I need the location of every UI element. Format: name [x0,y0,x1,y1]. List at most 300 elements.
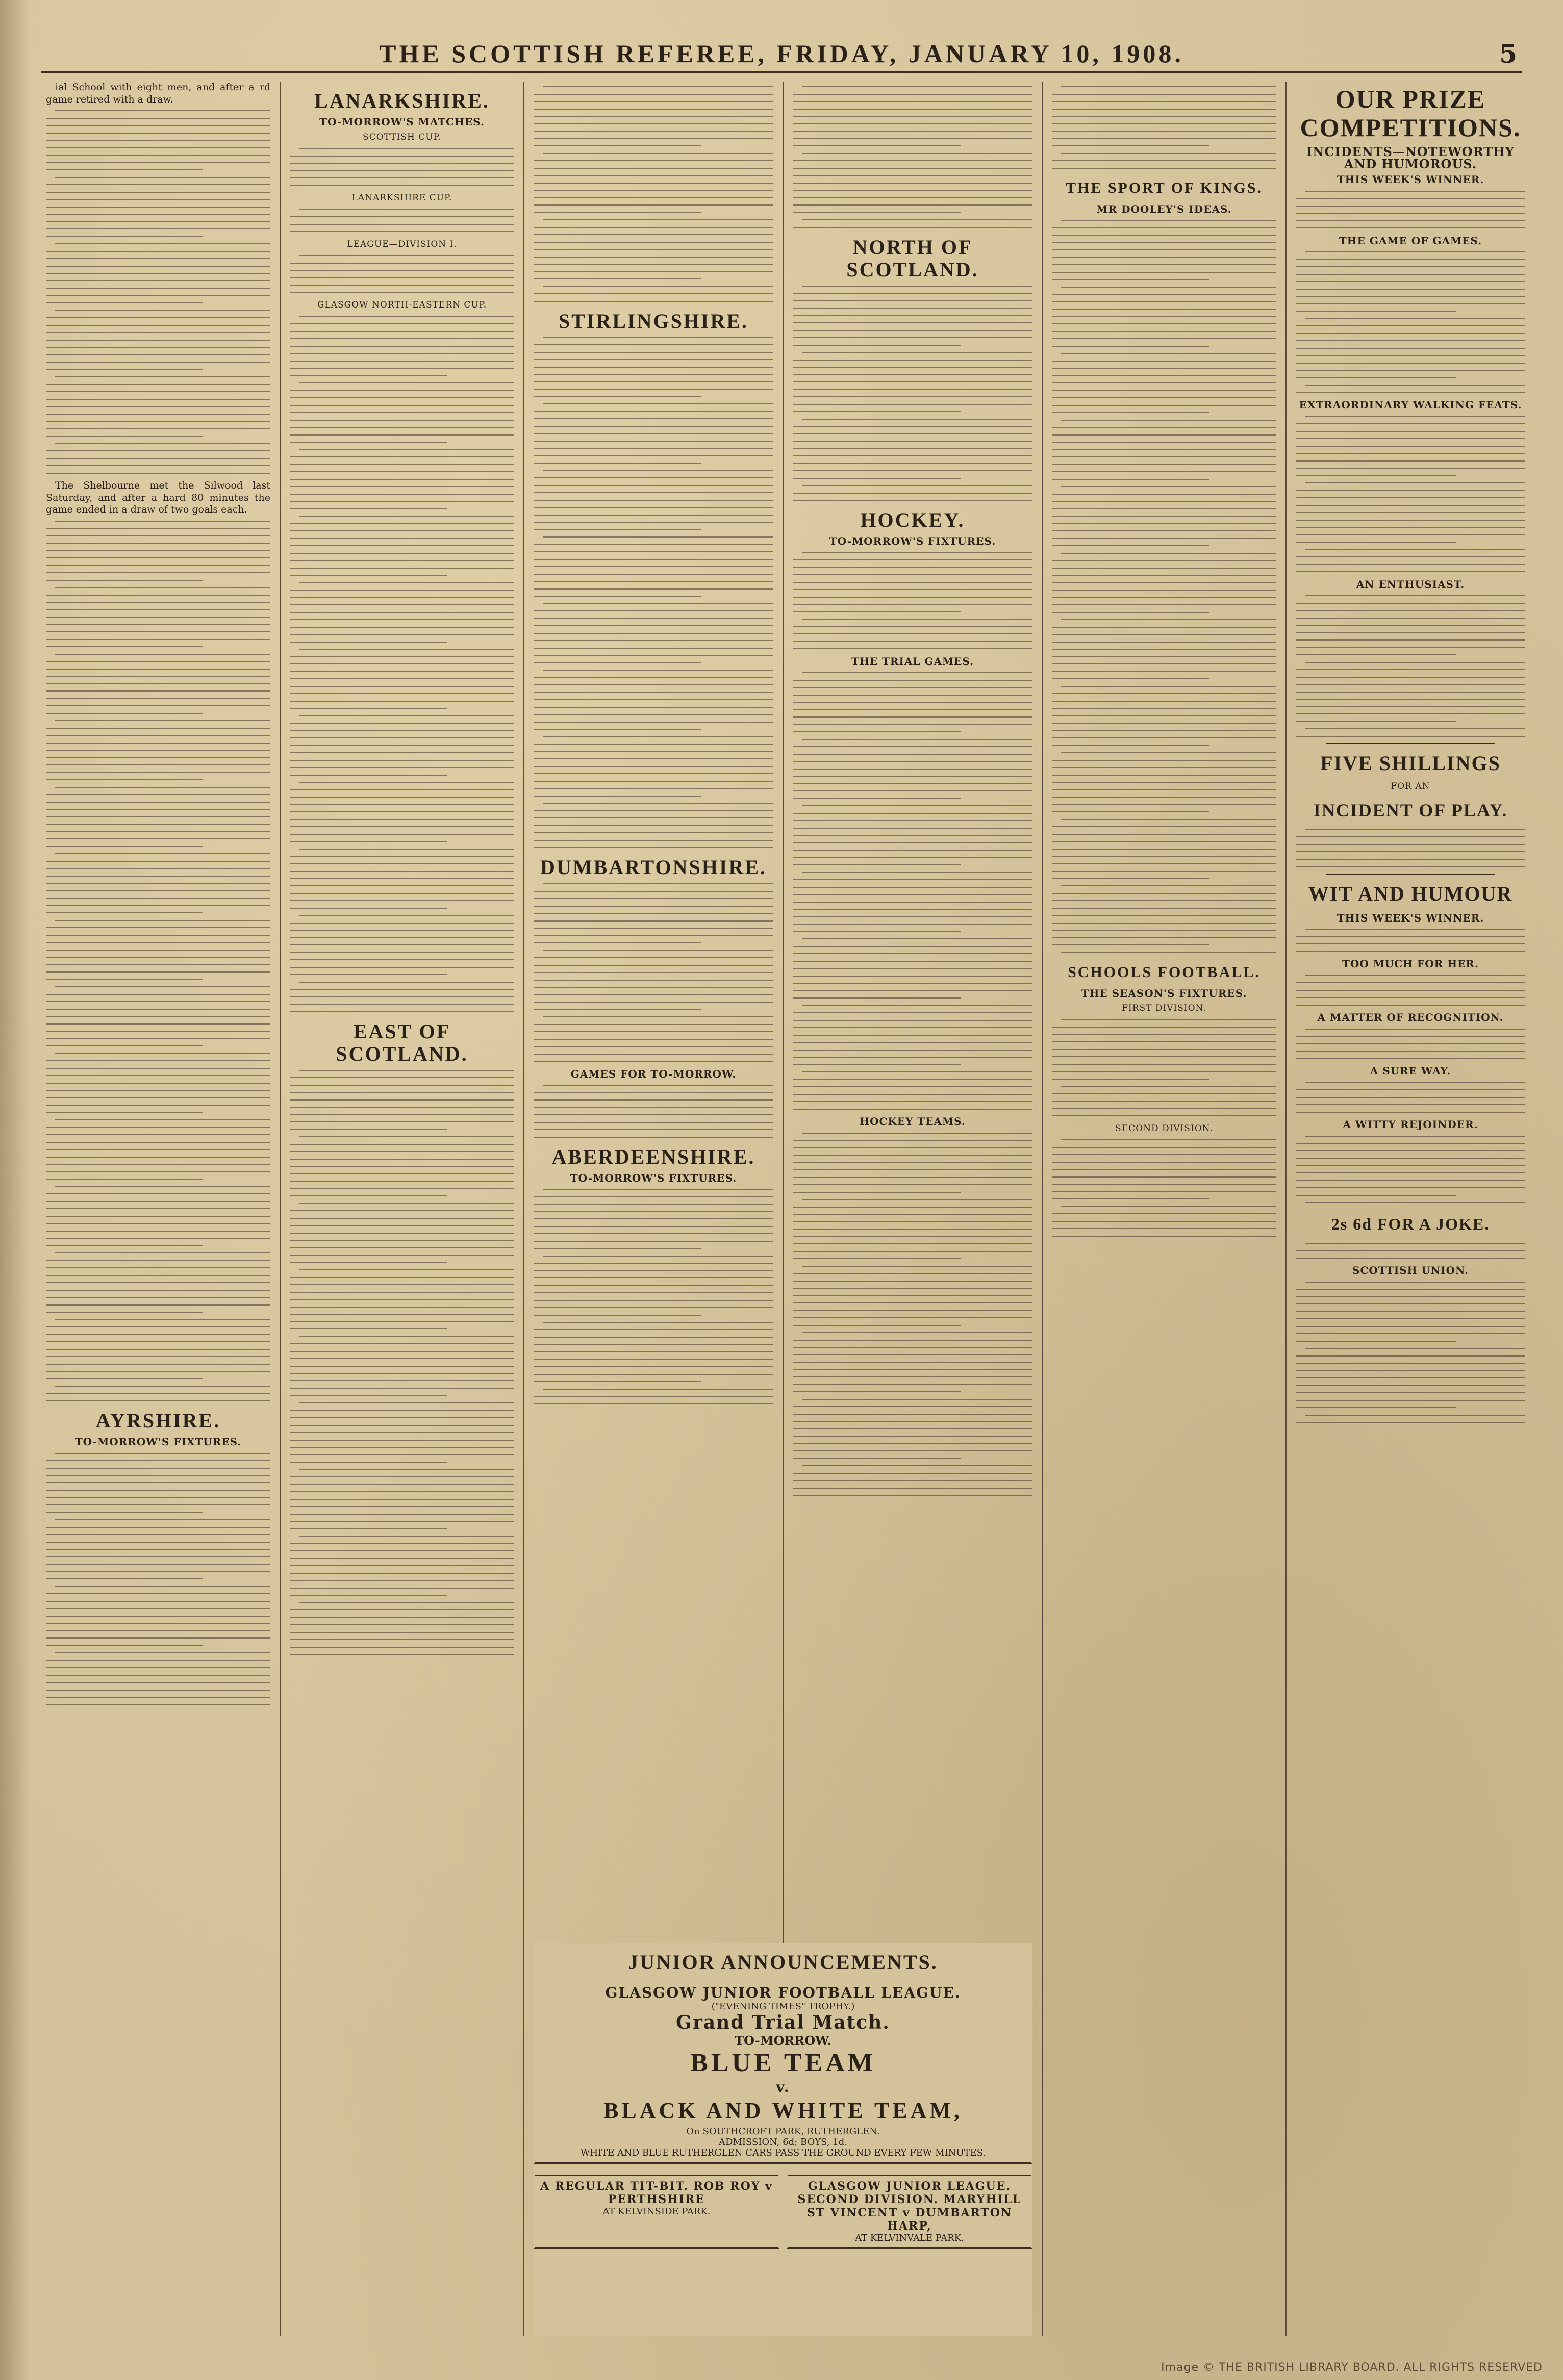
text-line [290,479,514,480]
wit-humour-heading: WIT AND HUMOUR [1308,882,1513,905]
text-line [290,871,514,872]
text-line [1052,116,1276,117]
text-line [543,1256,773,1257]
text-line [1052,760,1276,761]
text-line [46,228,270,229]
text-line [1296,859,1525,860]
dumbartonshire-heading: DUMBARTONSHIRE. [540,856,767,879]
text-line [1052,109,1276,110]
text-line [543,670,773,671]
text-line [46,362,270,363]
text-line [290,693,514,694]
text-line [290,730,514,731]
column-3-fixtures-a [534,1085,773,1138]
text-line [46,994,270,995]
text-line [290,804,514,805]
text-line [793,411,961,412]
text-line [1052,456,1276,457]
text-line [1061,1019,1276,1020]
text-line [793,702,1032,703]
text-line [299,449,514,450]
text-line [1052,811,1209,812]
text-line [1052,878,1209,879]
text-line [534,183,773,184]
text-line [290,530,514,531]
text-line [290,1484,514,1485]
text-line [46,1704,270,1705]
text-line [290,944,514,945]
column-6-text-block-b [1296,251,1525,393]
text-line [290,1284,514,1285]
text-line [1296,639,1525,641]
text-line [290,1624,514,1625]
text-line [46,528,270,529]
text-line [1296,936,1525,937]
east-of-scotland-heading: EAST OF SCOTLAND. [336,1019,468,1065]
text-line [46,1282,270,1283]
text-line [46,1623,270,1624]
text-line [1052,1228,1276,1229]
text-line [1305,1415,1525,1416]
text-line [1052,294,1276,295]
text-line [290,1173,514,1174]
text-line [793,798,961,799]
text-line [534,913,773,914]
text-line [290,456,514,457]
text-line [290,1004,514,1005]
text-line [534,374,773,375]
text-line [793,1192,961,1193]
text-line [290,1114,514,1115]
text-line [55,177,270,178]
text-line [1052,368,1276,369]
text-line [1052,227,1276,228]
text-line [534,389,773,390]
text-line [46,831,270,832]
text-line [290,811,514,812]
text-line [802,219,1032,220]
text-line [290,1647,514,1648]
text-line [793,1317,1032,1318]
text-line [534,160,773,161]
text-line [1305,829,1525,830]
text-line [534,441,773,442]
text-line [1052,1221,1276,1222]
text-line [1305,318,1525,319]
text-line [534,1122,773,1123]
text-line [46,1556,270,1557]
text-line [793,687,1032,688]
text-line [290,1491,514,1492]
text-line [1296,632,1525,633]
text-line [534,212,701,213]
text-line [1061,1086,1276,1087]
text-line [46,602,270,603]
text-line [534,123,773,124]
text-line [290,900,514,901]
league-name: GLASGOW JUNIOR FOOTBALL LEAGUE. [605,1984,961,2001]
text-line [793,1354,1032,1355]
text-line [793,1162,1032,1163]
text-line [1296,1318,1525,1319]
scottish-cup-label: SCOTTISH CUP. [363,132,441,142]
text-line [1052,1154,1276,1155]
text-line [1052,1079,1209,1080]
text-line [55,1386,270,1387]
text-line [1052,849,1276,850]
text-line [55,243,270,244]
text-line [46,1009,270,1010]
text-line [534,197,773,198]
text-line [1052,1191,1276,1192]
text-line [299,316,514,317]
text-line [1296,527,1525,528]
text-line [543,286,773,287]
column-6 [1296,82,1525,2336]
text-line [1052,523,1276,524]
text-line [46,1275,270,1276]
prize-competitions-heading: OUR PRIZE COMPETITIONS. [1300,85,1521,142]
text-line [793,716,1032,718]
text-line [290,434,514,436]
column-4-fixtures [793,552,1032,650]
text-line [46,1468,270,1469]
text-line [1061,420,1276,421]
text-line [1052,701,1276,702]
column-5 [1052,82,1276,2336]
text-line [793,345,961,346]
text-line [299,1536,514,1537]
text-line [1296,423,1525,424]
column-6-text-block-k [1296,1243,1525,1259]
text-line [1052,471,1276,472]
text-line [1296,564,1525,565]
column-2-fixtures-b [290,209,514,233]
text-line [46,957,270,958]
text-line [534,891,773,892]
text-line [46,125,270,126]
text-line [1296,446,1525,447]
text-line [290,1085,514,1086]
text-line [534,781,773,782]
text-line [1052,627,1276,628]
text-line [55,1453,270,1454]
text-line [534,1351,773,1352]
text-line [290,656,514,657]
text-line [1052,915,1276,916]
aberdeenshire-heading: ABERDEENSHIRE. [551,1145,755,1168]
text-line [1052,1041,1276,1042]
text-line [1052,937,1276,938]
column-6-text-block-j [1296,1136,1525,1204]
column-6-text-block-f [1296,929,1525,952]
text-line [299,1136,514,1137]
text-line [1296,556,1525,557]
text-line [290,285,514,286]
text-line [793,138,1032,139]
text-line [46,340,270,341]
incident-of-play-heading: INCIDENT OF PLAY. [1313,800,1508,821]
text-line [534,301,773,302]
text-line [1296,1150,1525,1151]
text-line [793,946,1032,947]
text-line [793,1079,1032,1080]
text-line [46,1400,270,1401]
text-line [793,924,1032,925]
text-line [46,728,270,729]
text-line [46,1297,270,1298]
weekly-winner-label: THIS WEEK'S WINNER. [1337,173,1484,186]
text-line [1052,1071,1276,1072]
text-line [1052,434,1276,436]
text-line [46,1660,270,1661]
text-line [534,1396,773,1397]
text-line [534,1211,773,1212]
text-line [290,397,514,398]
text-line [1052,427,1276,428]
text-line [46,273,270,274]
text-line [793,1421,1032,1422]
text-line [793,227,1032,228]
text-line [1296,325,1525,326]
text-line [534,898,773,899]
text-line [802,286,1032,287]
text-line [534,1277,773,1278]
text-line [46,794,270,795]
text-line [534,455,773,456]
text-line [290,420,514,421]
text-line [1305,1243,1525,1244]
text-line [290,1121,514,1122]
text-line [534,515,773,516]
aberdeenshire-subheading: TO-MORROW'S FIXTURES. [570,1171,737,1184]
bottom-ads [534,2169,1032,2254]
second-division-label: SECOND DIVISION. [1115,1123,1213,1134]
text-line [1061,952,1276,953]
text-line [290,1432,514,1433]
text-line [290,671,514,672]
column-6-text-block-g [1296,975,1525,1006]
text-line [1052,1056,1276,1057]
text-line [534,625,773,626]
column-4-text-block-c [793,672,1032,1110]
text-line [793,1288,1032,1289]
text-line [46,661,270,662]
text-line [534,980,773,981]
text-line [46,942,270,943]
text-line [1052,597,1276,598]
rob-roy-text: A REGULAR TIT-BIT. ROB ROY v PERTHSHIRE [540,2180,773,2206]
text-line [1052,1027,1276,1028]
text-line [793,641,1032,642]
text-line [46,1149,270,1150]
text-line [46,1682,270,1683]
text-line [290,170,514,171]
text-line [534,1137,773,1138]
text-line [46,302,203,303]
text-line [793,574,1032,575]
text-line [793,300,1032,301]
text-line [534,920,773,922]
text-line [793,1428,1032,1429]
text-line [793,1391,961,1392]
text-line [290,568,514,569]
text-line [1052,604,1276,605]
text-line [290,1099,514,1101]
text-line [1296,982,1525,983]
text-line [46,580,203,581]
text-line [543,950,773,951]
column-rule-5 [1285,82,1287,2336]
text-line [1052,1093,1276,1094]
season-fixtures-subheading: THE SEASON'S FIXTURES. [1081,987,1247,1000]
text-line [290,1262,447,1263]
text-line [534,234,773,235]
text-line [802,419,1032,420]
text-line [290,863,514,864]
text-line [802,1133,1032,1134]
text-line [46,1142,270,1143]
text-line [1052,575,1276,576]
text-line [46,809,270,810]
text-line [802,1005,1032,1006]
text-line [802,1266,1032,1267]
text-line [290,1514,514,1515]
text-line [290,1499,514,1500]
text-line [1296,303,1525,304]
text-line [46,1534,270,1535]
column-6-text-block-d [1296,595,1525,737]
text-line [290,545,514,546]
text-line [290,745,514,746]
text-line [290,1240,514,1241]
text-line [793,367,1032,368]
text-line [793,1443,1032,1444]
text-line [793,197,1032,198]
text-line [1052,693,1276,694]
text-line [534,367,773,368]
text-line [534,101,773,102]
text-line [46,964,270,965]
text-line [534,744,773,745]
text-line [46,1616,270,1617]
walking-feats-subheading: EXTRAORDINARY WALKING FEATS. [1299,399,1522,411]
text-line [793,396,1032,397]
text-line [534,788,773,789]
text-line [46,572,270,573]
text-line [290,1476,514,1477]
text-line [46,979,203,980]
page-fold-shadow [0,0,31,2380]
column-2-fixtures-a [290,148,514,186]
text-line [793,1436,1032,1437]
text-line [534,684,773,685]
text-line [46,155,270,156]
text-line [1052,272,1276,273]
text-line [543,470,773,471]
text-line [46,140,270,141]
text-line [1061,220,1276,221]
text-line [793,813,1032,814]
text-line [290,1159,514,1160]
text-line [802,1399,1032,1400]
text-line [534,633,773,634]
text-line [1052,323,1276,324]
text-line [1052,944,1209,945]
text-line [46,750,270,751]
grand-trial-ad [534,1979,1032,2164]
text-line [793,426,1032,427]
text-line [55,521,270,522]
text-line [1296,610,1525,611]
text-line [793,1414,1032,1415]
column-1-text-block-b [46,521,270,1402]
text-line [1052,449,1276,450]
text-line [1296,1097,1525,1098]
text-line [290,1543,514,1544]
text-line [290,231,514,232]
text-line [1061,752,1276,753]
text-line [299,649,514,650]
text-line [46,1690,270,1691]
text-line [46,557,270,558]
column-1-text-block-a [46,110,270,474]
column-4-text-block-d [793,1133,1032,1496]
text-line [290,590,514,591]
black-white-team: BLACK AND WHITE TEAM, [603,2098,963,2123]
text-line [1052,863,1276,864]
page-number: 5 [1499,38,1517,69]
text-line [1061,1139,1276,1140]
text-line [290,1358,514,1359]
text-line [1061,686,1276,687]
text-line [46,1608,270,1609]
text-line [290,619,514,620]
text-line [1305,385,1525,386]
text-line [793,769,1032,770]
text-line [46,1349,270,1350]
text-line [1296,1385,1525,1386]
text-line [46,824,270,825]
text-line [534,1263,773,1264]
game-of-games-subheading: THE GAME OF GAMES. [1339,234,1482,247]
text-line [290,856,514,857]
text-line [290,1321,514,1322]
text-line [1052,1034,1276,1035]
text-line [290,1151,514,1152]
text-line [793,1473,1032,1474]
text-line [1296,520,1525,521]
text-line [46,772,270,773]
text-line [534,1337,773,1338]
text-line [1052,464,1276,465]
text-line [1061,353,1276,354]
text-line [290,789,514,790]
lanarkshire-cup-label: LANARKSHIRE CUP. [351,193,452,203]
text-line [802,552,1032,553]
text-line [1052,923,1276,924]
text-line [1296,836,1525,837]
text-line [534,618,773,619]
text-line [793,1184,1032,1185]
text-line [46,971,270,973]
text-line [1052,871,1276,872]
text-line [290,1550,514,1551]
text-line [46,1497,270,1498]
text-line [1296,266,1525,267]
text-line [543,883,773,884]
text-line [290,1233,514,1234]
